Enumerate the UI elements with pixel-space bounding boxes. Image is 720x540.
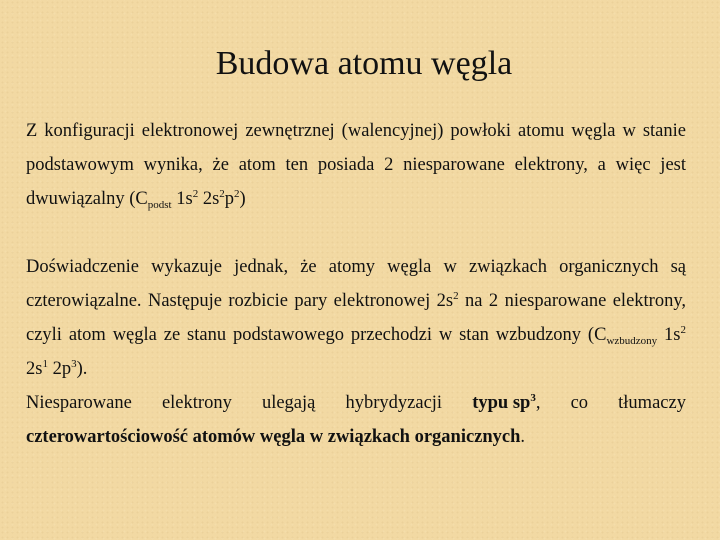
slide-title: Budowa atomu węgla bbox=[215, 45, 513, 82]
tetravalence-term: czterowartościowość atomów węgla w związkach organicznych bbox=[26, 427, 521, 447]
hybridization-line: Niesparowane elektrony ulegają hybrydyzacji typu $sp^3$, co tłumaczy bbox=[26, 392, 686, 413]
subscript-wzbudzony: wzbudzony bbox=[606, 335, 658, 347]
slide-body bbox=[26, 114, 686, 454]
subscript-podst: podst bbox=[147, 199, 172, 211]
paragraph-gap bbox=[26, 216, 686, 250]
paragraph-ground-state: Z konfiguracji elektronowej zewnętrznej (walencyjnej) powłoki atomu węgla w stanie podstawowym wynika, że atom ten posiada 2 niesparowane elektrony, a więc jest dwuwiązalny ($C_{podst}$ $1s^2$ $2s^2p^2$) bbox=[26, 121, 686, 211]
paragraph-hybridization bbox=[26, 386, 686, 454]
sp3-term: typu sp bbox=[472, 393, 531, 413]
paragraph-excited-state: Doświadczenie wykazuje jednak, że atomy węgla w związkach organicznych są czterowiązalne. Następuje rozbicie pary elektronowej $2s^2$ na 2 niesparowane elektrony, czyli atom węgla ze stanu podstawowego przechodzi w stan wzbudzony ($C_{wzbudzony}$ $1s^2$ $2s^1$ $2p^3$). bbox=[26, 257, 686, 379]
conclusion-line: czterowartościowość atomów węgla w związkach organicznych. bbox=[26, 427, 526, 447]
